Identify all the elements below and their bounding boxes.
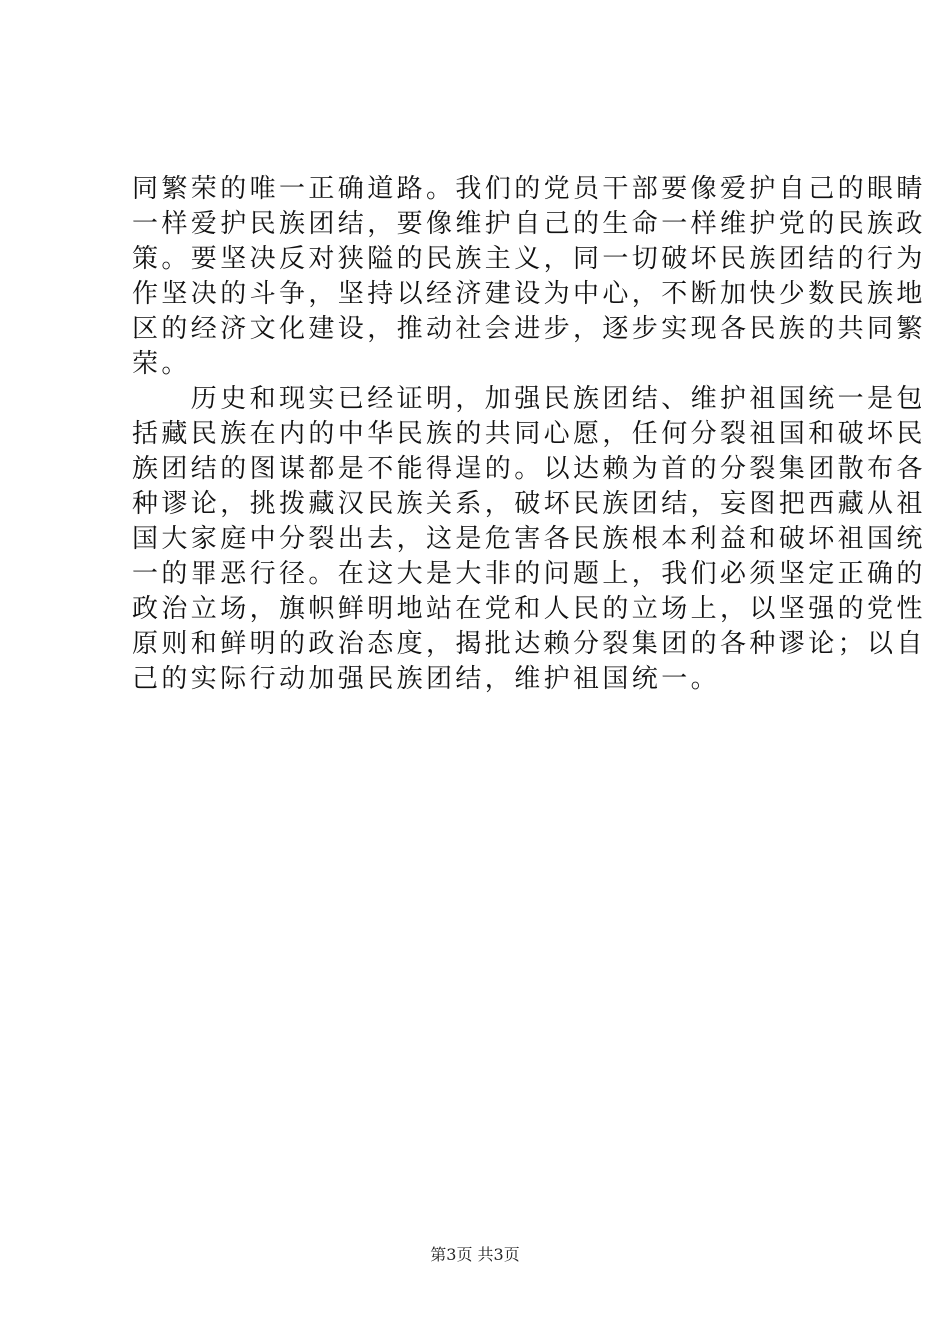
text-line: 原则和鲜明的政治态度，揭批达赖分裂集团的各种谬论；以自 [132,629,926,659]
text-line: 作坚决的斗争，坚持以经济建设为中心，不断加快少数民族地 [132,279,926,309]
text-line: 政治立场，旗帜鲜明地站在党和人民的立场上，以坚强的党性 [132,594,926,624]
text-line: 族团结的图谋都是不能得逞的。以达赖为首的分裂集团散布各 [132,454,926,484]
text-line: 己的实际行动加强民族团结，维护祖国统一。 [132,664,721,694]
text-line: 荣。 [132,349,191,379]
text-line: 历史和现实已经证明，加强民族团结、维护祖国统一是包 [132,384,926,414]
text-line: 同繁荣的唯一正确道路。我们的党员干部要像爱护自己的眼睛 [132,174,926,204]
text-line: 种谬论，挑拨藏汉民族关系，破坏民族团结，妄图把西藏从祖 [132,489,926,519]
body-text [132,172,926,697]
text-line: 一的罪恶行径。在这大是大非的问题上，我们必须坚定正确的 [132,559,926,589]
text-line: 区的经济文化建设，推动社会进步，逐步实现各民族的共同繁 [132,314,926,344]
text-line: 国大家庭中分裂出去，这是危害各民族根本利益和破坏祖国统 [132,524,926,554]
text-line: 一样爱护民族团结，要像维护自己的生命一样维护党的民族政 [132,209,926,239]
text-line: 策。要坚决反对狭隘的民族主义，同一切破坏民族团结的行为 [132,244,926,274]
page-number-footer: 第3页 共3页 [430,1245,520,1264]
text-line: 括藏民族在内的中华民族的共同心愿，任何分裂祖国和破坏民 [132,419,926,449]
